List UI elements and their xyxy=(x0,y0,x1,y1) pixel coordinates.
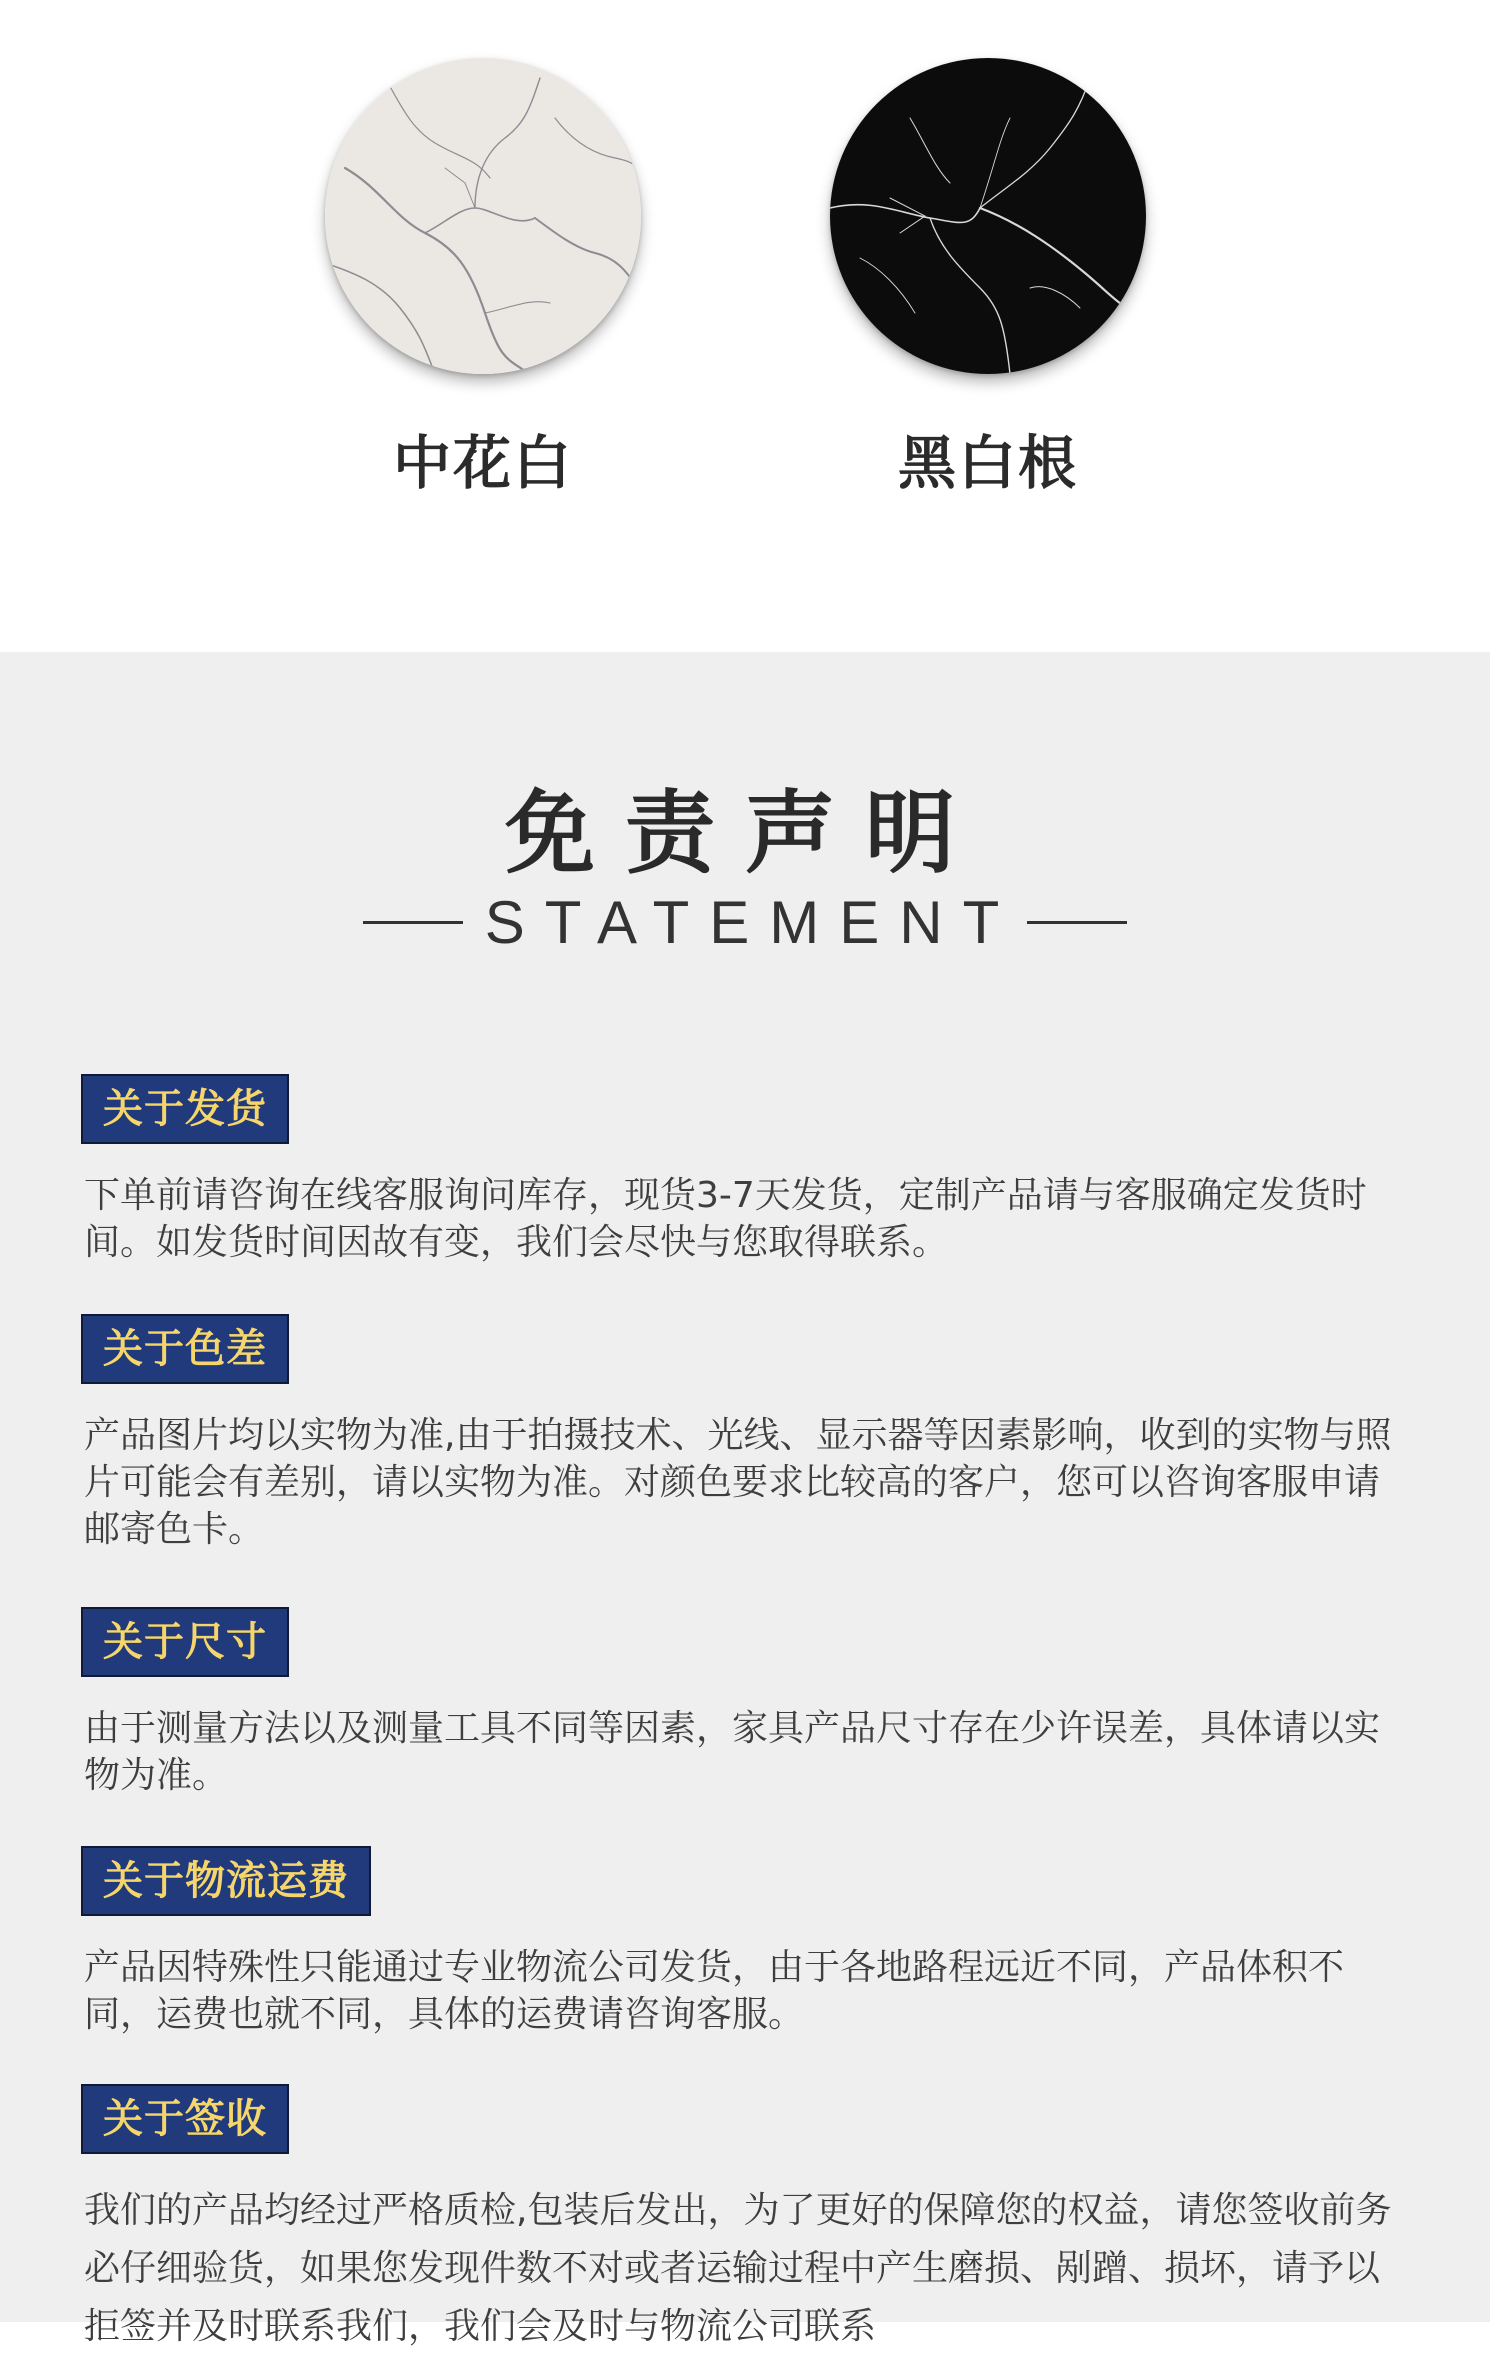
section-text-logistics-fee: 产品因特殊性只能通过专业物流公司发货，由于各地路程远近不同，产品体积不同，运费也就不同，具体的运费请咨询客服。 xyxy=(84,1947,1345,2035)
swatch-black-marble[interactable] xyxy=(830,58,1150,500)
color-swatch-section xyxy=(0,0,1490,652)
swatch-name-white: 中花白 xyxy=(392,429,573,497)
swatch-name-black: 黑白根 xyxy=(897,429,1078,497)
white-marble-image xyxy=(325,58,641,374)
section-label-size: 关于尺寸 xyxy=(81,1607,289,1677)
disclaimer-title: 免责声明 xyxy=(505,781,985,886)
section-label-shipping: 关于发货 xyxy=(81,1074,289,1144)
black-marble-image xyxy=(830,58,1146,374)
disclaimer-subtitle: STATEMENT xyxy=(484,889,1020,956)
section-text-size: 由于测量方法以及测量工具不同等因素，家具产品尺寸存在少许误差，具体请以实物为准。 xyxy=(84,1708,1381,1796)
section-label-receipt: 关于签收 xyxy=(81,2084,289,2154)
section-label-logistics-fee: 关于物流运费 xyxy=(81,1846,371,1916)
section-text-receipt: 我们的产品均经过严格质检,包装后发出，为了更好的保障您的权益，请您签收前务必仔细验货，如果您发现件数不对或者运输过程中产生磨损、剐蹭、损坏，请予以拒签并及时联系我们，我们会及时与物流公司联系 xyxy=(84,2190,1392,2347)
disclaimer-section xyxy=(0,652,1490,2347)
disclaimer-subtitle-row xyxy=(0,888,1490,957)
subtitle-divider-right xyxy=(1027,921,1127,924)
swatch-white-marble[interactable] xyxy=(325,58,645,500)
section-label-color-difference: 关于色差 xyxy=(81,1314,289,1384)
subtitle-divider-left xyxy=(363,921,463,924)
section-text-color-difference: 产品图片均以实物为准,由于拍摄技术、光线、显示器等因素影响，收到的实物与照片可能会有差别，请以实物为准。对颜色要求比较高的客户，您可以咨询客服申请邮寄色卡。 xyxy=(84,1415,1392,1550)
section-text-shipping: 下单前请咨询在线客服询问库存，现货3-7天发货，定制产品请与客服确定发货时间。如发货时间因故有变，我们会尽快与您取得联系。 xyxy=(84,1175,1367,1263)
